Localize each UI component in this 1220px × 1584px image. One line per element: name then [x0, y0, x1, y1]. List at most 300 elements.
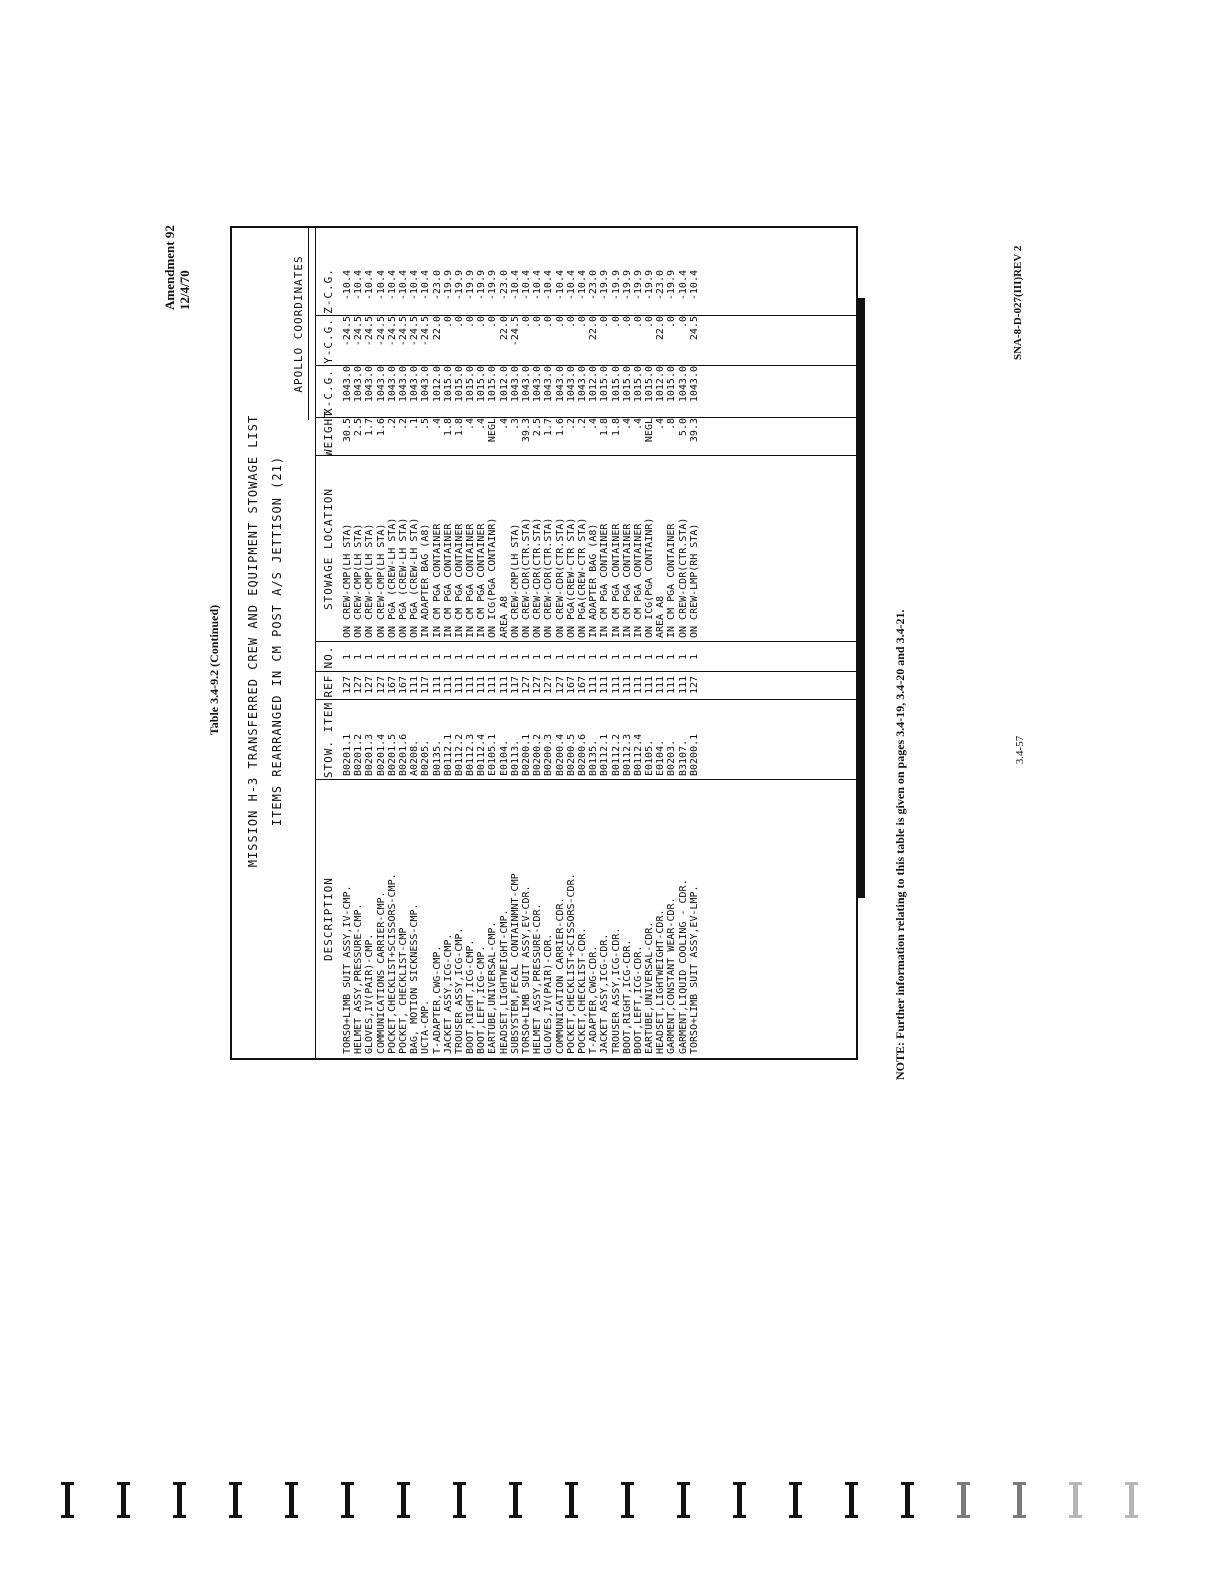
row-y-cg: 22.0 [431, 316, 443, 341]
row-quantity: 1 [554, 653, 566, 661]
row-weight: .4 [431, 418, 443, 431]
row-weight: .4 [465, 418, 477, 431]
row-y-cg: -24.5 [386, 316, 398, 347]
row-z-cg: -23.0 [431, 270, 443, 301]
row-weight: .2 [576, 418, 588, 431]
table-row [543, 228, 554, 1058]
row-stow-item: E0104. [655, 739, 667, 776]
row-quantity: 1 [386, 653, 398, 661]
row-z-cg: -10.4 [677, 270, 689, 301]
row-quantity: 1 [509, 653, 521, 661]
row-z-cg: -10.4 [397, 270, 409, 301]
table-row [577, 228, 588, 1058]
row-quantity: 1 [521, 653, 532, 661]
row-quantity: 1 [655, 653, 667, 661]
table-row [521, 228, 532, 1058]
row-stowage-location: IN CM PGA CONTAINER [476, 523, 488, 638]
row-quantity: 1 [565, 653, 577, 661]
row-weight: .2 [565, 418, 577, 431]
row-stowage-location: ON CREW-CMP(LH STA) [342, 523, 353, 638]
row-stow-item: B0113. [509, 739, 521, 776]
row-description: POCKET,CHECKLIST+SCISSORS-CDR. [565, 873, 577, 1054]
row-stowage-location: ON CREW-CDR(CTR.STA) [543, 517, 555, 638]
row-y-cg: .0 [644, 316, 656, 329]
row-z-cg: -19.9 [442, 270, 454, 301]
row-description: HELMET ASSY,PRESSURE-CDR. [532, 903, 544, 1054]
row-weight: 1.8 [453, 418, 465, 437]
row-stowage-location: ON ICG(PGA CONTAINR) [487, 517, 499, 638]
row-quantity: 1 [576, 653, 588, 661]
table-caption: Table 3.4-9.2 (Continued) [207, 604, 221, 736]
table-row [364, 228, 375, 1058]
registration-mark [564, 1482, 580, 1518]
row-quantity: 1 [476, 653, 488, 661]
row-stowage-location: IN CM PGA CONTAINER [621, 523, 633, 638]
row-quantity: 1 [431, 653, 443, 661]
row-y-cg: .0 [442, 316, 454, 329]
row-description: GARMENT,LIQUID COOLING - CDR. [677, 879, 689, 1054]
row-description: BAG, MOTION SICKNESS-CMP. [409, 903, 421, 1054]
table-row [376, 228, 387, 1058]
row-weight: 39.3 [688, 418, 700, 443]
row-stow-item: B0112.3 [465, 733, 477, 776]
row-stowage-location: ON CREW-CDR(CTR.STA) [521, 517, 532, 638]
row-x-cg: 1015.0 [476, 366, 488, 403]
row-weight: .4 [655, 418, 667, 431]
col-header-ycg: Y-C.G. [322, 318, 335, 364]
registration-mark [396, 1482, 412, 1518]
row-stow-item: B0135. [588, 739, 600, 776]
row-y-cg: -24.5 [509, 316, 521, 347]
row-stowage-location: ON PGA (CREW-LH STA) [397, 517, 409, 638]
row-z-cg: -10.4 [554, 270, 566, 301]
table-row [443, 228, 454, 1058]
row-description: BOOT,LEFT,ICG-CDR. [632, 945, 644, 1054]
row-description: GLOVES,IV(PAIR)-CMP. [364, 933, 376, 1054]
row-z-cg: -10.4 [509, 270, 521, 301]
row-x-cg: 1043.0 [509, 366, 521, 403]
row-ref: 111 [655, 675, 667, 695]
row-z-cg: -19.9 [476, 270, 488, 301]
row-stow-item: B0200.1 [688, 733, 700, 776]
row-stow-item: B0112.4 [632, 733, 644, 776]
row-ref: 111 [588, 675, 600, 695]
table-row [611, 228, 622, 1058]
row-z-cg: -19.9 [599, 270, 611, 301]
row-weight: 1.7 [364, 418, 376, 437]
row-stow-item: B0200.1 [521, 733, 532, 776]
row-description: TORSO+LIMB SUIT ASSY,EV-LMP. [688, 885, 700, 1054]
row-quantity: 1 [644, 653, 656, 661]
row-weight: 39.3 [521, 418, 532, 443]
row-stowage-location: IN CM PGA CONTAINER [453, 523, 465, 638]
row-x-cg: 1043.0 [565, 366, 577, 403]
row-description: HEADSET,LIGHTWEIGHT-CDR. [655, 909, 667, 1054]
registration-mark [452, 1482, 468, 1518]
row-description: T-ADAPTER,CWG-CMP. [431, 945, 443, 1054]
row-weight: .1 [409, 418, 421, 431]
row-z-cg: -19.9 [610, 270, 622, 301]
row-y-cg: .0 [677, 316, 689, 329]
row-description: BOOT,RIGHT,ICG-CDR. [621, 939, 633, 1054]
registration-mark [116, 1482, 132, 1518]
row-y-cg: 24.5 [688, 316, 700, 341]
row-y-cg: .0 [476, 316, 488, 329]
registration-mark [956, 1482, 972, 1518]
col-header-no: NO. [322, 645, 335, 669]
row-x-cg: 1012.0 [655, 366, 667, 403]
row-description: T-ADAPTER,CWG-CDR. [588, 945, 600, 1054]
table-row [476, 228, 487, 1058]
row-ref: 117 [420, 675, 432, 695]
row-stow-item: B0200.2 [532, 733, 544, 776]
row-description: COMMUNICATIONS CARRIER-CMP. [375, 891, 387, 1054]
row-x-cg: 1043.0 [532, 366, 544, 403]
header-rule [315, 228, 316, 1058]
row-quantity: 1 [353, 653, 365, 661]
row-stowage-location: ON ICG(PGA CONTAINR) [644, 517, 656, 638]
table-row [342, 228, 353, 1058]
row-weight: 2.5 [353, 418, 365, 437]
amendment-label: Amendment 92 [162, 225, 177, 310]
row-y-cg: -24.5 [409, 316, 421, 347]
row-y-cg: .0 [487, 316, 499, 329]
amendment-block [162, 225, 192, 310]
row-y-cg: .0 [543, 316, 555, 329]
row-stow-item: B0200.6 [576, 733, 588, 776]
page-number: 3.4-57 [1014, 735, 1026, 765]
row-ref: 127 [554, 675, 566, 695]
row-ref: 111 [610, 675, 622, 695]
row-weight: NEGL [644, 418, 656, 443]
row-weight: .4 [498, 418, 510, 431]
table-row [555, 228, 566, 1058]
row-weight: .4 [632, 418, 644, 431]
row-stowage-location: ON CREW-CMP(LH STA) [375, 523, 387, 638]
row-stow-item: B0203. [666, 739, 678, 776]
registration-mark [1068, 1482, 1084, 1518]
row-stow-item: B0200.3 [543, 733, 555, 776]
table-row [454, 228, 465, 1058]
row-stow-item: B0201.4 [375, 733, 387, 776]
row-ref: 167 [397, 675, 409, 695]
row-x-cg: 1043.0 [409, 366, 421, 403]
row-ref: 111 [621, 675, 633, 695]
row-ref: 111 [599, 675, 611, 695]
table-row [644, 228, 655, 1058]
heavy-rule [858, 298, 865, 898]
row-x-cg: 1015.0 [666, 366, 678, 403]
row-x-cg: 1043.0 [353, 366, 365, 403]
row-stowage-location: IN CM PGA CONTAINER [632, 523, 644, 638]
row-stowage-location: ON CREW-CMP(LH STA) [364, 523, 376, 638]
row-weight: 1.8 [610, 418, 622, 437]
apollo-coordinates-header: APOLLO COORDINATES [292, 255, 305, 393]
row-stow-item: B0205. [420, 739, 432, 776]
row-stowage-location: IN CM PGA CONTAINER [431, 523, 443, 638]
row-y-cg: .0 [599, 316, 611, 329]
row-x-cg: 1015.0 [453, 366, 465, 403]
row-description: EARTUBE,UNIVERSAL-CMP. [487, 921, 499, 1054]
registration-mark [284, 1482, 300, 1518]
row-z-cg: -10.4 [420, 270, 432, 301]
row-ref: 127 [532, 675, 544, 695]
row-x-cg: 1043.0 [420, 366, 432, 403]
row-quantity: 1 [465, 653, 477, 661]
col-header-ref: REF [322, 674, 335, 698]
row-z-cg: -10.4 [364, 270, 376, 301]
row-y-cg: 22.0 [588, 316, 600, 341]
row-stow-item: B3107. [677, 739, 689, 776]
row-x-cg: 1043.0 [576, 366, 588, 403]
stowage-table [230, 226, 858, 1060]
row-x-cg: 1043.0 [688, 366, 700, 403]
row-z-cg: -10.4 [386, 270, 398, 301]
row-weight: .2 [386, 418, 398, 431]
row-description: TORSO+LIMB SUIT ASSY,EV-CDR. [521, 885, 532, 1054]
col-header-weight: WEIGHT [322, 410, 335, 456]
row-stowage-location: ON CREW-CMP(LH STA) [353, 523, 365, 638]
row-description: JACKET ASSY,ICG-CMP. [442, 933, 454, 1054]
registration-mark [900, 1482, 916, 1518]
table-row [588, 228, 599, 1058]
row-weight: 2.5 [532, 418, 544, 437]
row-ref: 111 [465, 675, 477, 695]
row-stow-item: E0105.1 [487, 733, 499, 776]
row-description: POCKET,CHECKLIST+SCISSORS-CMP. [386, 873, 398, 1054]
row-y-cg: -24.5 [420, 316, 432, 347]
row-x-cg: 1043.0 [386, 366, 398, 403]
row-x-cg: 1043.0 [397, 366, 409, 403]
row-y-cg: .0 [576, 316, 588, 329]
row-weight: .4 [621, 418, 633, 431]
row-z-cg: -19.9 [644, 270, 656, 301]
row-description: EARTUBE,UNIVERSAL-CDR. [644, 921, 656, 1054]
col-header-zcg: Z-C.G. [322, 268, 335, 314]
row-stowage-location: AREA A8 [498, 595, 510, 638]
registration-mark [508, 1482, 524, 1518]
row-stowage-location: ON PGA(CREW-CTR STA) [565, 517, 577, 638]
registration-mark [788, 1482, 804, 1518]
table-row [666, 228, 677, 1058]
row-ref: 111 [487, 675, 499, 695]
row-x-cg: 1012.0 [498, 366, 510, 403]
registration-mark [1124, 1482, 1140, 1518]
row-stowage-location: IN CM PGA CONTAINER [442, 523, 454, 638]
row-quantity: 1 [543, 653, 555, 661]
row-x-cg: 1015.0 [632, 366, 644, 403]
registration-mark [340, 1482, 356, 1518]
row-y-cg: .0 [532, 316, 544, 329]
row-stowage-location: ON PGA(CREW-CTR STA) [576, 517, 588, 638]
row-stowage-location: IN CM PGA CONTAINER [465, 523, 477, 638]
row-y-cg: .0 [621, 316, 633, 329]
row-x-cg: 1043.0 [554, 366, 566, 403]
row-stowage-location: ON PGA (CREW-LH STA) [409, 517, 421, 638]
row-description: HELMET ASSY,PRESSURE-CMP. [353, 903, 365, 1054]
row-ref: 127 [688, 675, 700, 695]
row-description: JACKET ASSY,ICG-CDR. [599, 933, 611, 1054]
table-row [633, 228, 644, 1058]
row-ref: 111 [442, 675, 454, 695]
row-weight: .8 [666, 418, 678, 431]
row-stowage-location: IN CM PGA CONTAINER [599, 523, 611, 638]
row-z-cg: -19.9 [453, 270, 465, 301]
row-x-cg: 1012.0 [431, 366, 443, 403]
row-x-cg: 1015.0 [610, 366, 622, 403]
row-ref: 117 [509, 675, 521, 695]
row-description: GLOVES,IV(PAIR)-CDR. [543, 933, 555, 1054]
row-description: TORSO+LIMB SUIT ASSY,IV-CMP. [342, 885, 353, 1054]
table-row [678, 228, 689, 1058]
row-stow-item: B0200.4 [554, 733, 566, 776]
document-id: SNA-8-D-027(III)REV 2 [1012, 245, 1024, 360]
row-stow-item: B0135. [431, 739, 443, 776]
row-weight: .2 [397, 418, 409, 431]
row-ref: 111 [409, 675, 421, 695]
scan-registration-marks [0, 1482, 1220, 1522]
col-header-xcg: X-C.G. [322, 369, 335, 415]
row-weight: .5 [420, 418, 432, 431]
table-row [566, 228, 577, 1058]
row-ref: 167 [386, 675, 398, 695]
col-header-location: STOWAGE LOCATION [322, 488, 335, 610]
row-quantity: 1 [420, 653, 432, 661]
row-description: HEADSET,LIGHTWEIGHT-CMP. [498, 909, 510, 1054]
row-weight: .3 [509, 418, 521, 431]
row-y-cg: .0 [465, 316, 477, 329]
row-quantity: 1 [599, 653, 611, 661]
row-x-cg: 1015.0 [621, 366, 633, 403]
row-weight: 1.6 [375, 418, 387, 437]
row-z-cg: -10.4 [543, 270, 555, 301]
row-stowage-location: ON CREW-LMP(RH STA) [688, 523, 700, 638]
row-ref: 127 [375, 675, 387, 695]
row-ref: 127 [364, 675, 376, 695]
row-stow-item: B0201.2 [353, 733, 365, 776]
row-y-cg: -24.5 [364, 316, 376, 347]
row-z-cg: -23.0 [588, 270, 600, 301]
row-ref: 111 [632, 675, 644, 695]
row-quantity: 1 [588, 653, 600, 661]
row-weight: .4 [588, 418, 600, 431]
row-stowage-location: IN CM PGA CONTAINER [610, 523, 622, 638]
table-row [532, 228, 543, 1058]
amendment-date: 12/4/70 [177, 270, 192, 310]
row-y-cg: -24.5 [353, 316, 365, 347]
row-z-cg: -10.4 [576, 270, 588, 301]
row-quantity: 1 [532, 653, 544, 661]
row-weight: 1.8 [442, 418, 454, 437]
row-y-cg: .0 [610, 316, 622, 329]
row-ref: 111 [644, 675, 656, 695]
row-x-cg: 1043.0 [364, 366, 376, 403]
row-quantity: 1 [498, 653, 510, 661]
row-ref: 127 [353, 675, 365, 695]
row-stow-item: B0201.6 [397, 733, 409, 776]
row-quantity: 1 [610, 653, 622, 661]
registration-mark [844, 1482, 860, 1518]
table-title: MISSION H-3 TRANSFERRED CREW AND EQUIPMENT STOWAGE LIST [246, 414, 260, 868]
table-row [353, 228, 364, 1058]
row-weight: NEGL [487, 418, 499, 443]
row-ref: 111 [476, 675, 488, 695]
row-stow-item: B0201.5 [386, 733, 398, 776]
registration-mark [620, 1482, 636, 1518]
row-x-cg: 1043.0 [521, 366, 532, 403]
row-ref: 111 [677, 675, 689, 695]
row-stowage-location: AREA A8 [655, 595, 667, 638]
registration-mark [676, 1482, 692, 1518]
row-ref: 127 [521, 675, 532, 695]
row-stow-item: A0208. [409, 739, 421, 776]
row-stow-item: E0105. [644, 739, 656, 776]
row-description: BOOT,RIGHT,ICG-CMP. [465, 939, 477, 1054]
table-note: NOTE: Further information relating to this table is given on pages 3.4-19, 3.4-20 and 3.4-21. [893, 609, 907, 1080]
rotated-page-content [0, 80, 1220, 1320]
table-row [487, 228, 498, 1058]
row-ref: 111 [453, 675, 465, 695]
row-weight: 1.6 [554, 418, 566, 437]
table-row [599, 228, 610, 1058]
row-description: COMMUNICATION CARRIER-CDR. [554, 897, 566, 1054]
row-quantity: 1 [677, 653, 689, 661]
row-x-cg: 1043.0 [543, 366, 555, 403]
row-z-cg: -10.4 [521, 270, 532, 301]
row-y-cg: .0 [632, 316, 644, 329]
registration-mark [172, 1482, 188, 1518]
row-x-cg: 1043.0 [677, 366, 689, 403]
row-stow-item: B0112.1 [599, 733, 611, 776]
row-quantity: 1 [621, 653, 633, 661]
row-weight: 1.7 [543, 418, 555, 437]
row-quantity: 1 [688, 653, 700, 661]
row-quantity: 1 [409, 653, 421, 661]
row-x-cg: 1043.0 [342, 366, 353, 403]
table-row [689, 228, 700, 1058]
row-z-cg: -10.4 [409, 270, 421, 301]
row-ref: 167 [565, 675, 577, 695]
row-z-cg: -19.9 [487, 270, 499, 301]
table-row [499, 228, 510, 1058]
row-y-cg: .0 [666, 316, 678, 329]
row-z-cg: -19.9 [632, 270, 644, 301]
table-row [510, 228, 521, 1058]
row-z-cg: -10.4 [688, 270, 700, 301]
col-header-description: DESCRIPTION [322, 877, 335, 961]
row-x-cg: 1015.0 [599, 366, 611, 403]
row-x-cg: 1015.0 [465, 366, 477, 403]
col-header-stow-item: STOW. ITEM [322, 701, 335, 779]
row-stow-item: B0112.3 [621, 733, 633, 776]
row-y-cg: -24.5 [342, 316, 353, 347]
row-stow-item: B0201.3 [364, 733, 376, 776]
row-x-cg: 1015.0 [487, 366, 499, 403]
row-description: UCTA-CMP. [420, 999, 432, 1054]
row-y-cg: .0 [521, 316, 532, 329]
group-header-rule [308, 228, 309, 420]
row-weight: 5.0 [677, 418, 689, 437]
row-stow-item: B0112.1 [442, 733, 454, 776]
row-ref: 127 [342, 675, 353, 695]
table-row [465, 228, 476, 1058]
row-y-cg: -24.5 [375, 316, 387, 347]
row-ref: 111 [666, 675, 678, 695]
row-ref: 111 [431, 675, 443, 695]
row-description: SUBSYSTEM,FECAL CONTAINMNT-CMP [509, 873, 521, 1054]
row-description: TROUSER ASSY,ICG-CMP. [453, 927, 465, 1054]
row-stow-item: B0112.4 [476, 733, 488, 776]
